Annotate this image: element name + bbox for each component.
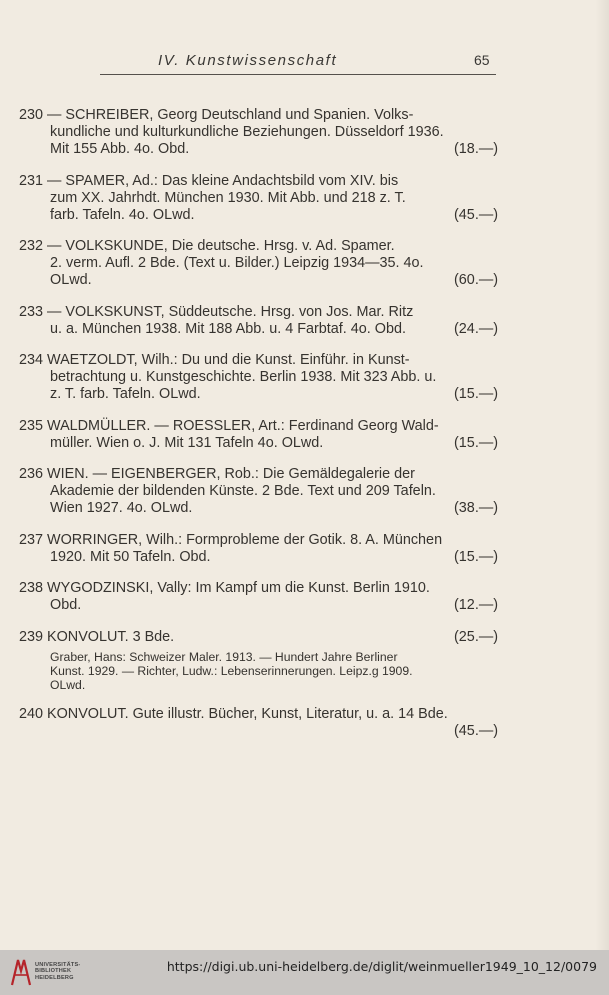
- entry-line: [19, 124, 509, 141]
- entry-line: [19, 272, 509, 289]
- entry-contents: [19, 650, 509, 692]
- entry-line: [19, 500, 509, 517]
- entry-text: zum XX. Jahrhdt. München 1930. Mit Abb. und 218 z. T.: [50, 189, 406, 206]
- catalog-entries: [19, 107, 509, 738]
- entry-line: [19, 418, 509, 435]
- catalog-entry: [19, 532, 509, 566]
- entry-contents-line: OLwd.: [50, 677, 86, 692]
- entry-price: (15.—): [454, 386, 498, 402]
- entry-price: (45.—): [454, 723, 498, 739]
- entry-price: (38.—): [454, 500, 498, 516]
- entry-line: [19, 597, 509, 614]
- viewer-footer: [0, 950, 609, 995]
- entry-number: 233: [19, 303, 44, 320]
- catalog-entry: [19, 706, 509, 739]
- entry-number: 237: [19, 531, 44, 548]
- catalog-entry: [19, 238, 509, 289]
- catalog-entry: [19, 466, 509, 517]
- entry-line: [19, 238, 509, 255]
- entry-line: [19, 706, 509, 723]
- entry-line: [19, 466, 509, 483]
- library-name: [35, 962, 81, 981]
- entry-number: 236: [19, 466, 44, 482]
- entry-number: 230: [19, 107, 44, 123]
- catalog-entry: [19, 580, 509, 614]
- entry-line: [19, 352, 509, 369]
- entry-text: — SPAMER, Ad.: Das kleine Andachtsbild vom XIV. bis: [47, 172, 399, 189]
- entry-line: [19, 629, 509, 646]
- entry-text: WAETZOLDT, Wilh.: Du und die Kunst. Einführ. in Kunst-: [47, 352, 410, 368]
- entry-price: (60.—): [454, 272, 498, 288]
- entry-line: [19, 386, 509, 403]
- entry-number: 240: [19, 706, 44, 722]
- entry-line: [19, 173, 509, 190]
- entry-text: 1920. Mit 50 Tafeln. Obd.: [50, 548, 211, 565]
- catalog-entry: [19, 107, 509, 158]
- catalog-entry: [19, 173, 509, 224]
- entry-number: 239: [19, 628, 44, 645]
- entry-line: [19, 435, 509, 452]
- entry-text: WALDMÜLLER. — ROESSLER, Art.: Ferdinand Georg Wald-: [47, 417, 439, 434]
- header-rule: [100, 74, 496, 75]
- entry-text: — VOLKSKUNST, Süddeutsche. Hrsg. von Jos. Mar. Ritz: [47, 303, 414, 320]
- entry-line: [19, 580, 509, 597]
- entry-contents-line: Kunst. 1929. — Richter, Ludw.: Lebenserinnerungen. Leipz.g 1909.: [50, 663, 413, 678]
- entry-text: KONVOLUT. 3 Bde.: [47, 628, 175, 645]
- entry-text: OLwd.: [50, 272, 92, 288]
- entry-line: [19, 304, 509, 321]
- entry-text: Akademie der bildenden Künste. 2 Bde. Text und 209 Tafeln.: [50, 483, 436, 499]
- entry-line: [19, 255, 509, 272]
- heidelberg-library-logo-icon[interactable]: [10, 957, 32, 987]
- entry-text: Mit 155 Abb. 4o. Obd.: [50, 141, 190, 157]
- catalog-entry: [19, 629, 509, 692]
- entry-text: Wien 1927. 4o. OLwd.: [50, 500, 193, 516]
- library-name-line: BIBLIOTHEK: [35, 968, 72, 975]
- entry-text: — SCHREIBER, Georg Deutschland und Spanien. Volks-: [47, 107, 414, 123]
- entry-text: kundliche und kulturkundliche Beziehungen. Düsseldorf 1936.: [50, 124, 444, 140]
- entry-number: 235: [19, 417, 44, 434]
- entry-line: [19, 190, 509, 207]
- library-name-line: HEIDELBERG: [35, 974, 74, 981]
- entry-text: WIEN. — EIGENBERGER, Rob.: Die Gemäldegalerie der: [47, 466, 415, 482]
- entry-text: u. a. München 1938. Mit 188 Abb. u. 4 Farbtaf. 4o. Obd.: [50, 320, 406, 337]
- entry-text: müller. Wien o. J. Mit 131 Tafeln 4o. OLwd.: [50, 434, 324, 451]
- page-number: 65: [474, 52, 490, 68]
- entry-text: farb. Tafeln. 4o. OLwd.: [50, 206, 195, 223]
- entry-number: 234: [19, 352, 44, 368]
- catalog-entry: [19, 352, 509, 403]
- entry-text: WORRINGER, Wilh.: Formprobleme der Gotik. 8. A. München: [47, 531, 443, 548]
- entry-line: [19, 483, 509, 500]
- entry-line: [19, 321, 509, 338]
- entry-price: (45.—): [454, 206, 498, 223]
- entry-line: [19, 207, 509, 224]
- entry-line: [19, 107, 509, 124]
- entry-text: z. T. farb. Tafeln. OLwd.: [50, 386, 201, 402]
- entry-line: [19, 532, 509, 549]
- entry-price: (15.—): [454, 548, 498, 565]
- entry-text: WYGODZINSKI, Vally: Im Kampf um die Kunst. Berlin 1910.: [47, 580, 430, 596]
- entry-line: [19, 369, 509, 386]
- catalog-entry: [19, 304, 509, 338]
- entry-price: (24.—): [454, 320, 498, 337]
- entry-text: — VOLKSKUNDE, Die deutsche. Hrsg. v. Ad. Spamer.: [47, 238, 395, 254]
- entry-text: betrachtung u. Kunstgeschichte. Berlin 1938. Mit 323 Abb. u.: [50, 369, 437, 385]
- entry-price: (25.—): [454, 628, 498, 645]
- entry-price: (12.—): [454, 597, 498, 613]
- entry-contents-line: Graber, Hans: Schweizer Maler. 1913. — Hundert Jahre Berliner: [50, 649, 398, 664]
- section-title: IV. Kunstwissenschaft: [158, 52, 338, 69]
- entry-price: (18.—): [454, 141, 498, 157]
- library-name-line: UNIVERSITÄTS-: [35, 962, 81, 968]
- entry-line: [19, 549, 509, 566]
- entry-number: 232: [19, 238, 44, 254]
- entry-text: Obd.: [50, 597, 82, 613]
- entry-text: KONVOLUT. Gute illustr. Bücher, Kunst, Literatur, u. a. 14 Bde.: [47, 706, 448, 722]
- entry-line: [19, 141, 509, 158]
- permalink-url[interactable]: https://digi.ub.uni-heidelberg.de/diglit/weinmueller1949_10_12/0079: [166, 959, 597, 974]
- catalog-entry: [19, 418, 509, 452]
- entry-number: 238: [19, 580, 44, 596]
- entry-price: (15.—): [454, 434, 498, 451]
- entry-number: 231: [19, 172, 44, 189]
- entry-text: 2. verm. Aufl. 2 Bde. (Text u. Bilder.) Leipzig 1934—35. 4o.: [50, 255, 424, 271]
